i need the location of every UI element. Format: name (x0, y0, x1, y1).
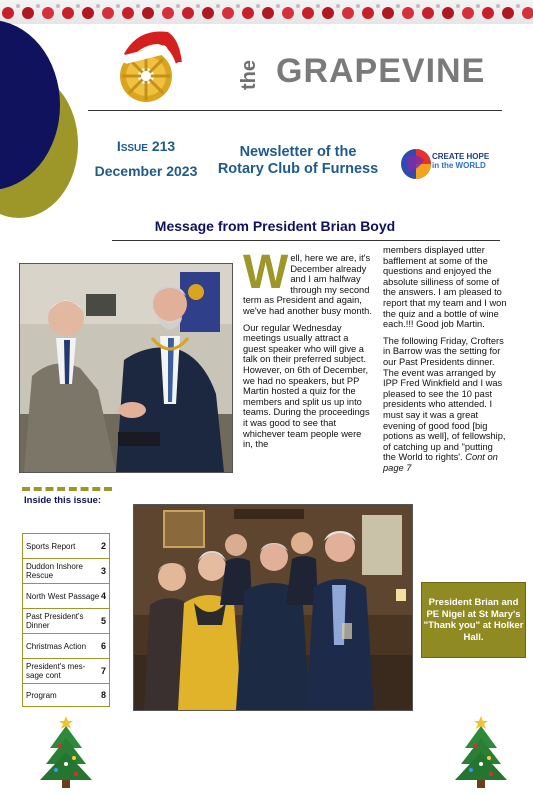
garland-bauble (22, 7, 34, 19)
newsletter-line-2: Rotary Club of Furness (217, 161, 379, 177)
garland-bauble (222, 7, 234, 19)
garland-bauble (342, 7, 354, 19)
article-column-1 (243, 246, 372, 456)
garland-sparkle (496, 4, 500, 8)
garland-bauble (202, 7, 214, 19)
toc-item[interactable] (23, 584, 109, 609)
toc-page: 3 (100, 565, 106, 576)
garland-bauble (122, 7, 134, 19)
garland-bauble (502, 7, 514, 19)
christmas-tree-icon (36, 712, 96, 790)
garland-sparkle (256, 4, 260, 8)
photo-holker-hall-group (133, 504, 413, 711)
toc-page: 8 (100, 689, 106, 700)
garland-bauble (422, 7, 434, 19)
garland-bauble (242, 7, 254, 19)
article-paragraph-3: members displayed utter bafflement at some of the questions and enjoyed the absolute silliness of some of the answers. I am pleased to report that my team and I won the quiz and a bottle of wine each.!!! Good job Martin. (383, 245, 507, 330)
newsletter-subtitle (198, 144, 398, 178)
masthead-the: the (238, 60, 260, 90)
garland-sparkle (156, 4, 160, 8)
garland-sparkle (176, 4, 180, 8)
garland-sparkle (516, 4, 520, 8)
garland-bauble (442, 7, 454, 19)
garland-bauble (362, 7, 374, 19)
toc-item[interactable] (23, 609, 109, 634)
toc-page: 7 (100, 665, 106, 676)
garland-sparkle (236, 4, 240, 8)
create-hope-text (432, 152, 489, 170)
masthead-rule (88, 110, 502, 111)
garland-sparkle (96, 4, 100, 8)
garland-bauble (302, 7, 314, 19)
garland-bauble (182, 7, 194, 19)
toc-page: 2 (100, 540, 106, 551)
christmas-tree-icon (451, 712, 511, 790)
garland-bauble (42, 7, 54, 19)
toc-label: Duddon Inshore Rescue (26, 562, 83, 580)
photo-president-handshake (19, 263, 233, 473)
garland-bauble (2, 7, 14, 19)
toc-page: 4 (100, 590, 106, 601)
toc-label: Christmas Action (26, 641, 87, 651)
toc-page: 5 (100, 615, 106, 626)
toc-label: Program (26, 690, 57, 700)
create-hope-line-2: in the WORLD (432, 161, 486, 170)
toc-item[interactable] (23, 559, 109, 584)
rotary-logo-santa-hat (108, 24, 194, 110)
garland-bauble (382, 7, 394, 19)
garland-sparkle (116, 4, 120, 8)
garland-sparkle (376, 4, 380, 8)
article-paragraph-4 (383, 336, 507, 474)
inside-dashes (22, 487, 112, 491)
garland-bauble (482, 7, 494, 19)
garland-bauble (142, 7, 154, 19)
garland-bauble (402, 7, 414, 19)
garland-sparkle (336, 4, 340, 8)
create-hope-line-1: CREATE HOPE (432, 152, 490, 161)
toc-label: North West Passage (26, 591, 100, 601)
garland-sparkle (196, 4, 200, 8)
inside-title: Inside this issue: (24, 495, 102, 506)
christmas-garland-border (0, 0, 533, 24)
toc-label: President's mes-sage cont (26, 662, 86, 680)
garland-sparkle (396, 4, 400, 8)
issue-number: Issue 213 (116, 138, 176, 154)
garland-sparkle (56, 4, 60, 8)
garland-bauble (282, 7, 294, 19)
article-paragraph-2: Our regular Wednesday meetings usually attract a guest speaker who will give a talk on their preferred subject. However, on 6th of December, we had no speakers, but PP Martin hosted a quiz for the members and split us up into teams. During the proceedings it was good to see that whichever team people were in, the (243, 322, 370, 450)
dropcap-letter: W (243, 246, 289, 299)
garland-sparkle (416, 4, 420, 8)
garland-sparkle (356, 4, 360, 8)
garland-sparkle (36, 4, 40, 8)
garland-bauble (62, 7, 74, 19)
issue-date: December 2023 (94, 163, 198, 179)
toc-item[interactable] (23, 534, 109, 559)
garland-bauble (162, 7, 174, 19)
toc-item[interactable] (23, 684, 109, 706)
garland-bauble (522, 7, 533, 19)
article-paragraph-1 (243, 246, 372, 317)
garland-sparkle (436, 4, 440, 8)
garland-sparkle (456, 4, 460, 8)
garland-sparkle (16, 4, 20, 8)
toc-label: Past President's Dinner (26, 612, 84, 630)
garland-sparkle (316, 4, 320, 8)
newsletter-line-1: Newsletter of the (239, 144, 357, 160)
garland-sparkle (476, 4, 480, 8)
garland-sparkle (76, 4, 80, 8)
garland-bauble (262, 7, 274, 19)
toc-item[interactable] (23, 659, 109, 684)
toc-item[interactable] (23, 634, 109, 659)
garland-bauble (322, 7, 334, 19)
garland-bauble (82, 7, 94, 19)
table-of-contents (22, 533, 110, 707)
article-heading-rule (112, 240, 500, 241)
garland-sparkle (276, 4, 280, 8)
garland-bauble (102, 7, 114, 19)
garland-sparkle (136, 4, 140, 8)
toc-page: 6 (100, 640, 106, 651)
issue-info (86, 134, 206, 184)
garland-sparkle (216, 4, 220, 8)
masthead-title: GRAPEVINE (276, 52, 486, 90)
article-heading: Message from President Brian Boyd (154, 218, 396, 234)
toc-label: Sports Report (26, 541, 76, 551)
garland-sparkle (296, 4, 300, 8)
continued-note: Cont on page 7 (383, 452, 498, 473)
article-column-2 (383, 245, 507, 479)
article-paragraph-4-text: The following Friday, Crofters in Barrow was the setting for our Past Presidents dinner. The event was arranged by IPP Fred Winkfield and I was pleased to see the 10 past presidents who attended. I must say it was a great evening of good food [big potions as well], of fellowship, of catching up and "putting the World to rights'. (383, 335, 506, 463)
article-paragraph-1-text: ell, here we are, it's December already and I am halfway through my second term as President and again, we've had another busy month. (243, 253, 372, 316)
photo-caption: President Brian and PE Nigel at St Mary's "Thank you" at Holker Hall. (421, 582, 526, 658)
garland-bauble (462, 7, 474, 19)
